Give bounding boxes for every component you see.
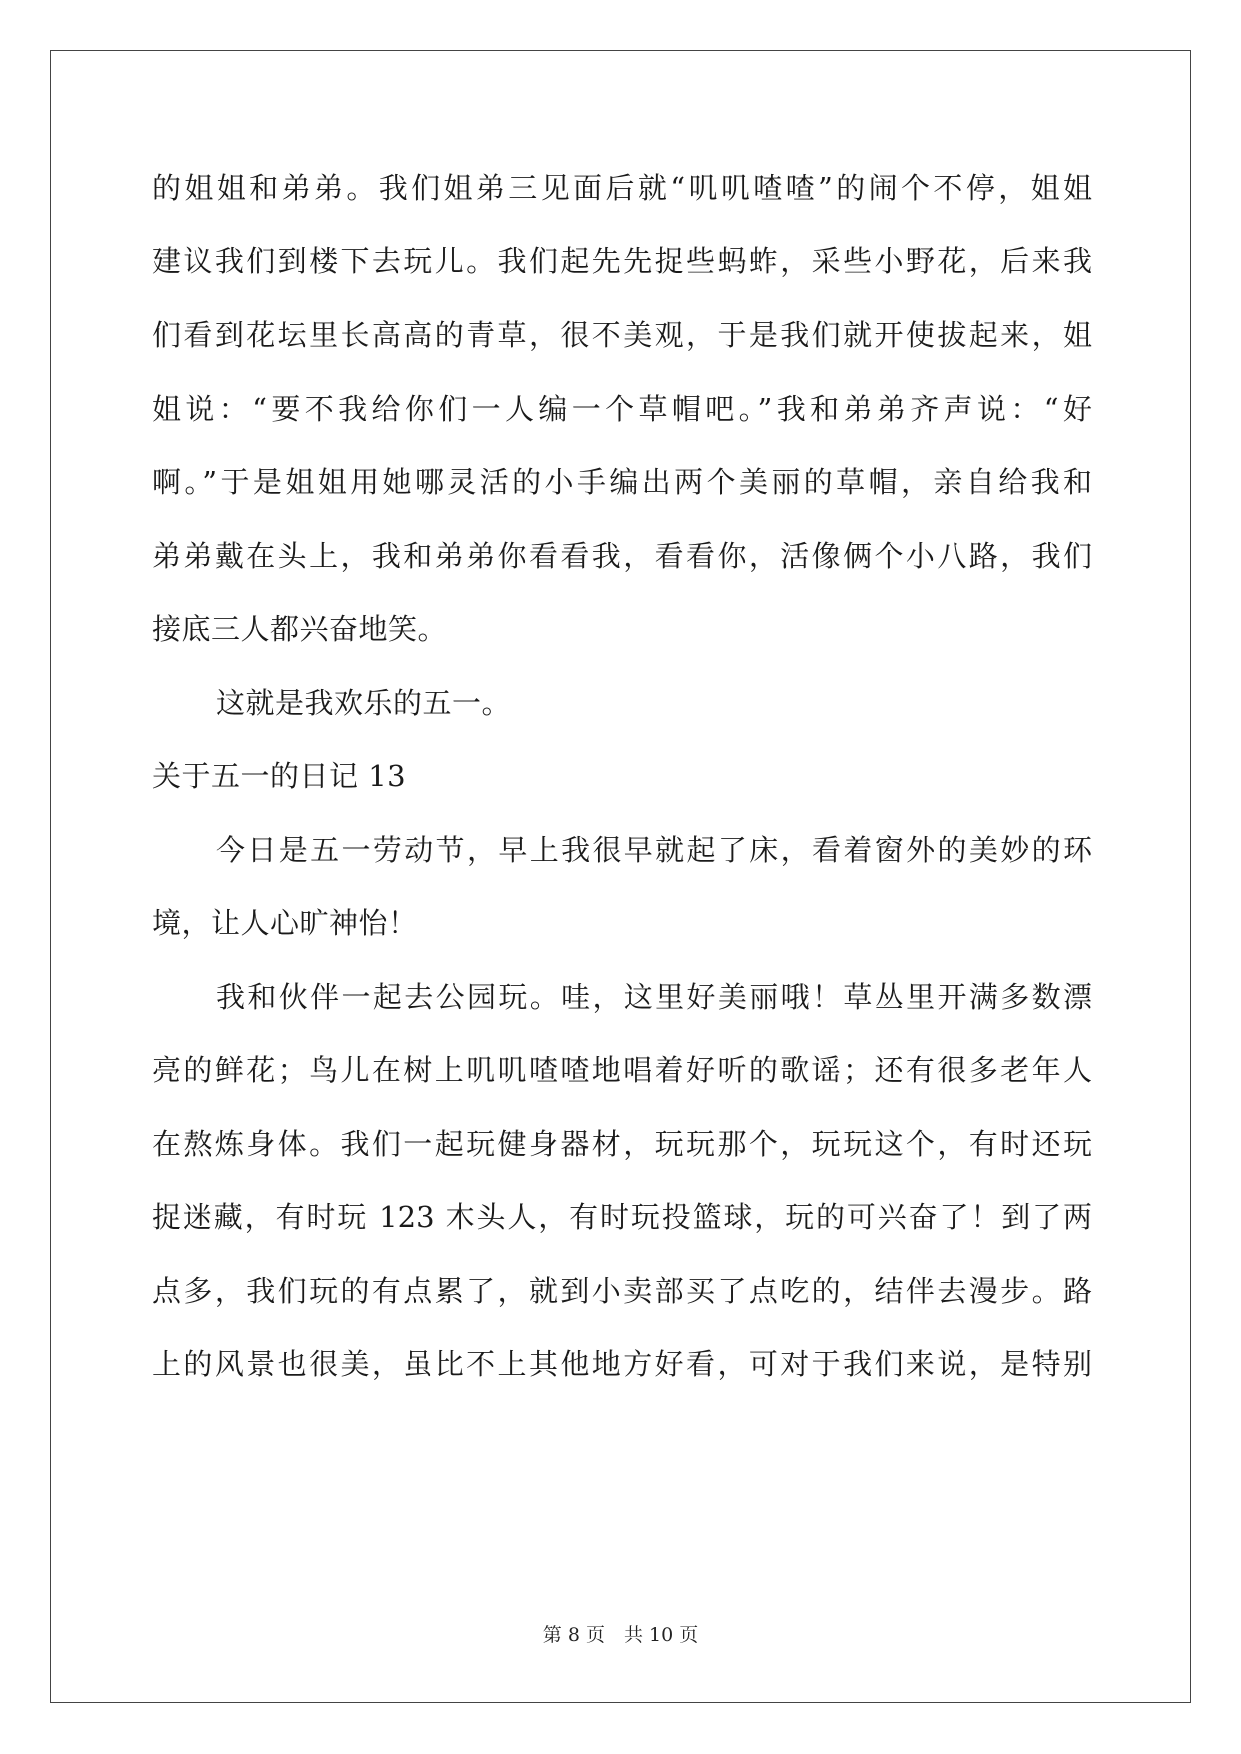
paragraph-line-13: 亮的鲜花；鸟儿在树上叽叽喳喳地唱着好听的歌谣；还有很多老年人 — [152, 1053, 1092, 1087]
paragraph-line-6: 弟弟戴在头上，我和弟弟你看看我，看看你，活像俩个小八路，我们 — [152, 539, 1092, 573]
paragraph-line-14: 在熬炼身体。我们一起玩健身器材，玩玩那个，玩玩这个，有时还玩 — [152, 1127, 1092, 1161]
paragraph-line-1: 的姐姐和弟弟。我们姐弟三见面后就“叽叽喳喳”的闹个不停，姐姐 — [152, 171, 1092, 205]
section-heading: 关于五一的日记 13 — [152, 759, 407, 793]
paragraph-line-15: 捉迷藏，有时玩 123 木头人，有时玩投篮球，玩的可兴奋了！到了两 — [152, 1200, 1092, 1234]
paragraph-line-4: 姐说：“要不我给你们一人编一个草帽吧。”我和弟弟齐声说：“好 — [152, 392, 1092, 426]
paragraph-line-10: 今日是五一劳动节，早上我很早就起了床，看着窗外的美妙的环 — [216, 833, 1092, 867]
page-border — [50, 50, 1191, 1703]
paragraph-line-12: 我和伙伴一起去公园玩。哇，这里好美丽哦！草丛里开满多数漂 — [216, 980, 1092, 1014]
paragraph-line-11: 境，让人心旷神怡！ — [152, 906, 418, 940]
paragraph-line-7: 接底三人都兴奋地笑。 — [152, 612, 448, 646]
paragraph-line-8: 这就是我欢乐的五一。 — [216, 686, 512, 720]
paragraph-line-17: 上的风景也很美，虽比不上其他地方好看，可对于我们来说，是特别 — [152, 1347, 1092, 1381]
paragraph-line-5: 啊。”于是姐姐用她哪灵活的小手编出两个美丽的草帽，亲自给我和 — [152, 465, 1092, 499]
paragraph-line-16: 点多，我们玩的有点累了，就到小卖部买了点吃的，结伴去漫步。路 — [152, 1274, 1092, 1308]
paragraph-line-2: 建议我们到楼下去玩儿。我们起先先捉些蚂蚱，采些小野花，后来我 — [152, 244, 1092, 278]
paragraph-line-3: 们看到花坛里长高高的青草，很不美观，于是我们就开使拔起来，姐 — [152, 318, 1092, 352]
page-number-footer: 第 8 页 共 10 页 — [542, 1624, 699, 1646]
